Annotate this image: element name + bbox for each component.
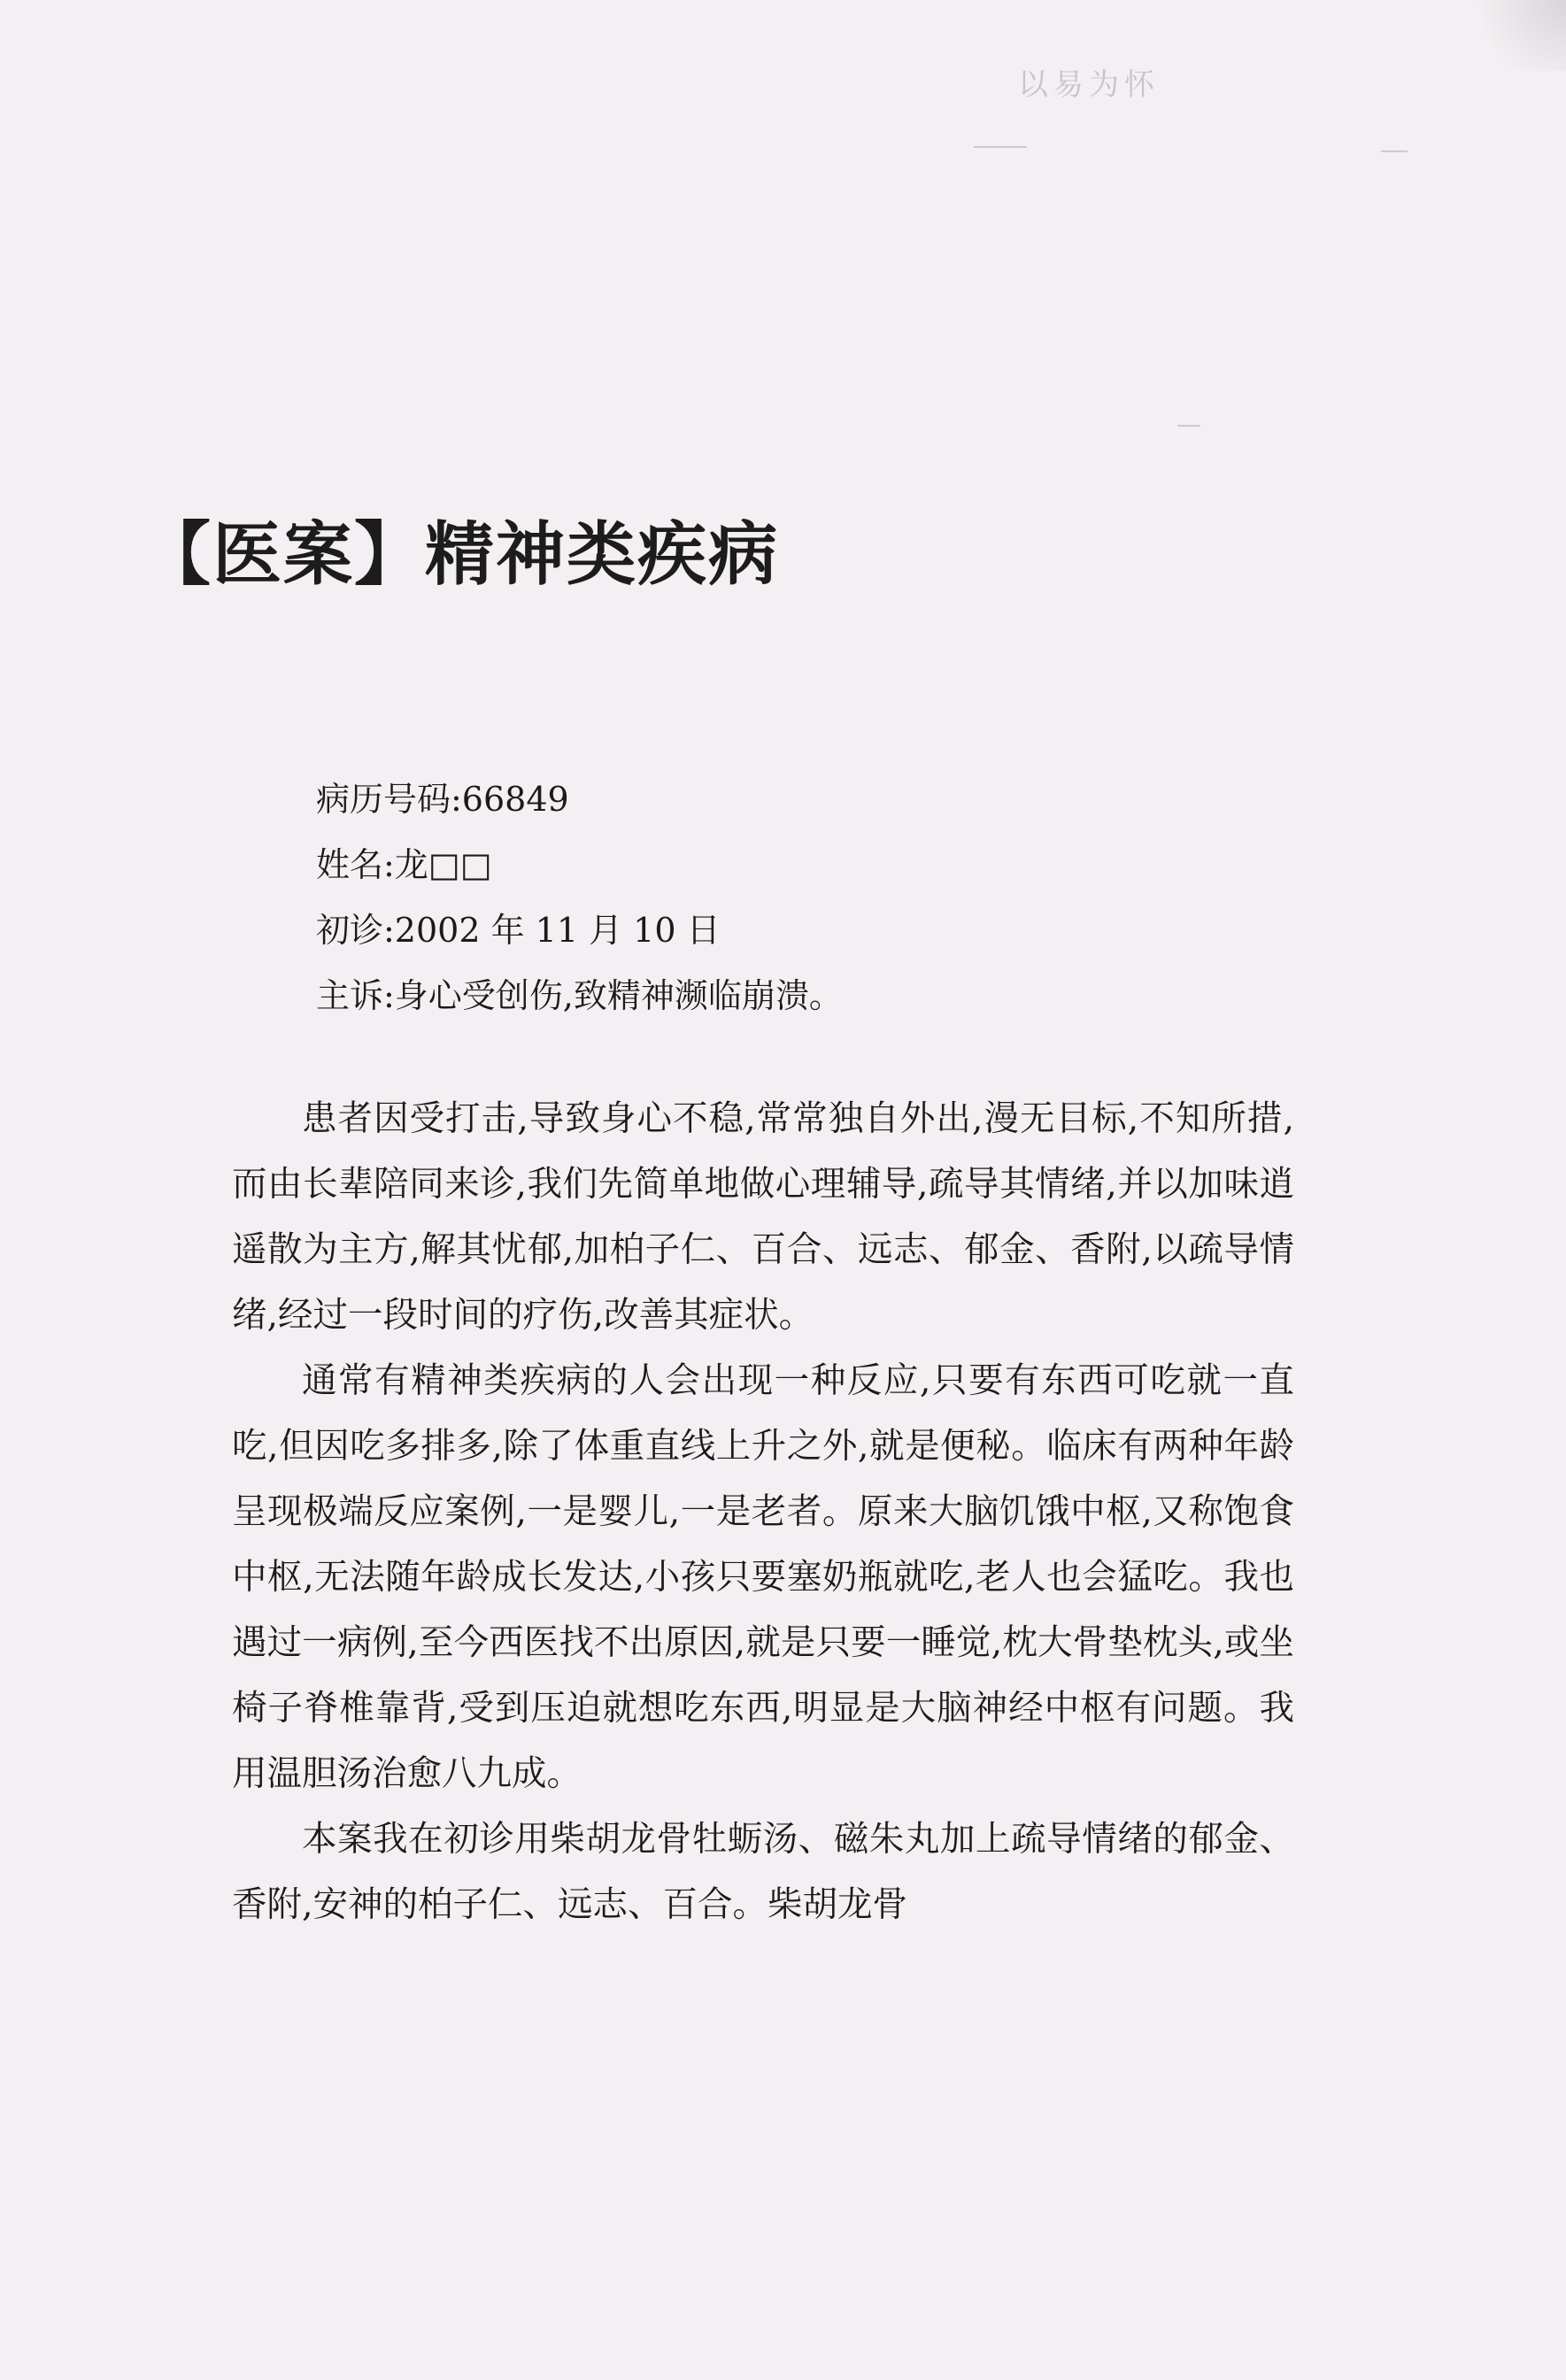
patient-name: 姓名:龙□□ <box>316 845 492 884</box>
scan-speck <box>974 146 1027 148</box>
first-visit-date: 初诊:2002 年 11 月 10 日 <box>316 911 721 950</box>
chief-complaint: 主诉:身心受创伤,致精神濒临崩溃。 <box>316 976 843 1015</box>
case-number: 病历号码:66849 <box>316 780 569 819</box>
paragraph: 通常有精神类疾病的人会出现一种反应,只要有东西可吃就一直吃,但因吃多排多,除了体重直线上升之外,就是便秘。临床有两种年龄呈现极端反应案例,一是婴儿,一是老者。原来大脑饥饿中枢,又称饱食中枢,无法随年龄成长发达,小孩只要塞奶瓶就吃,老人也会猛吃。我也遇过一病例,至今西医找不出原因,就是只要一睡觉,枕大骨垫枕头,或坐椅子脊椎靠背,受到压迫就想吃东西,明显是大脑神经中枢有问题。我用温胆汤治愈八九成。 <box>232 1360 1294 1794</box>
chapter-title: 【医案】精神类疾病 <box>142 515 780 596</box>
body-text <box>232 1086 1294 1937</box>
paragraph: 患者因受打击,导致身心不稳,常常独自外出,漫无目标,不知所措,而由长辈陪同来诊,我们先简单地做心理辅导,疏导其情绪,并以加味逍遥散为主方,解其忧郁,加柏子仁、百合、远志、郁金、香附,以疏导情绪,经过一段时间的疗伤,改善其症状。 <box>232 1098 1294 1336</box>
case-record <box>316 766 843 1028</box>
running-header: 以易为怀 <box>1018 67 1160 103</box>
scan-speck <box>1177 425 1200 427</box>
paragraph: 本案我在初诊用柴胡龙骨牡蛎汤、磁朱丸加上疏导情绪的郁金、香附,安神的柏子仁、远志、百合。柴胡龙骨 <box>232 1819 1294 1925</box>
scan-speck <box>1381 150 1408 152</box>
scan-corner-shadow <box>1460 0 1566 71</box>
